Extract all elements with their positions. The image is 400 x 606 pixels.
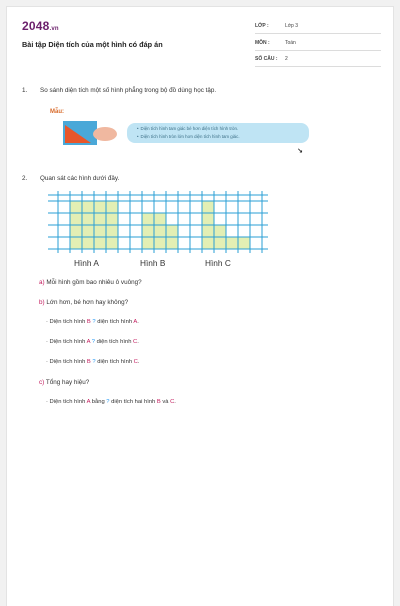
shapes-hands-illustration xyxy=(61,119,131,149)
part-b: b) Lớn hơn, bé hơn hay không? xyxy=(39,299,129,306)
bubble-line-2: • Diện tích hình tròn lớn hơn diện tích hình tam giác. xyxy=(137,134,240,139)
blank-answer[interactable]: ? xyxy=(106,399,112,405)
label-hinh-a: Hình A xyxy=(74,258,99,268)
shape-b xyxy=(142,213,178,249)
compare-line-1: · Diện tích hình B ? diện tích hình A. xyxy=(46,319,139,325)
document-title: Bài tập Diện tích của một hình có đáp án xyxy=(22,40,163,49)
blank-answer[interactable]: ? xyxy=(90,319,98,325)
label-hinh-b: Hình B xyxy=(140,258,166,268)
blank-answer[interactable]: ? xyxy=(90,339,97,345)
sum-line: · Diện tích hình A bằng ? diện tích hai hình B và C. xyxy=(46,399,176,405)
bubble-line-1: • Diện tích hình tam giác bé hơn diện tích hình tròn. xyxy=(137,126,239,131)
blank-answer[interactable]: ? xyxy=(90,359,98,365)
compare-line-2: · Diện tích hình A ? diện tích hình C. xyxy=(46,339,139,345)
part-a: a) Mỗi hình gồm bao nhiêu ô vuông? xyxy=(39,279,142,286)
example-label: Mẫu: xyxy=(50,109,64,115)
bubble-tail-icon: ↘ xyxy=(297,148,303,155)
meta-class: LỚP : Lớp 3 xyxy=(255,20,381,34)
hand-icon xyxy=(93,127,117,141)
worksheet-page xyxy=(6,6,394,606)
question-1: 1. So sánh diện tích một số hình phẳng trong bộ đồ dùng học tập. xyxy=(22,87,217,94)
site-logo[interactable]: 2048.vn xyxy=(22,19,59,33)
grid-figure xyxy=(48,191,270,258)
meta-question-count: SỐ CÂU : 2 xyxy=(255,53,381,67)
speech-bubble xyxy=(127,123,309,143)
part-c: c) Tổng hay hiệu? xyxy=(39,379,90,386)
meta-subject: MÔN : Toán xyxy=(255,37,381,51)
grid-shapes xyxy=(48,191,270,253)
compare-line-3: · Diện tích hình B ? diện tích hình C. xyxy=(46,359,140,365)
question-2: 2. Quan sát các hình dưới đây. xyxy=(22,175,120,182)
label-hinh-c: Hình C xyxy=(205,258,231,268)
